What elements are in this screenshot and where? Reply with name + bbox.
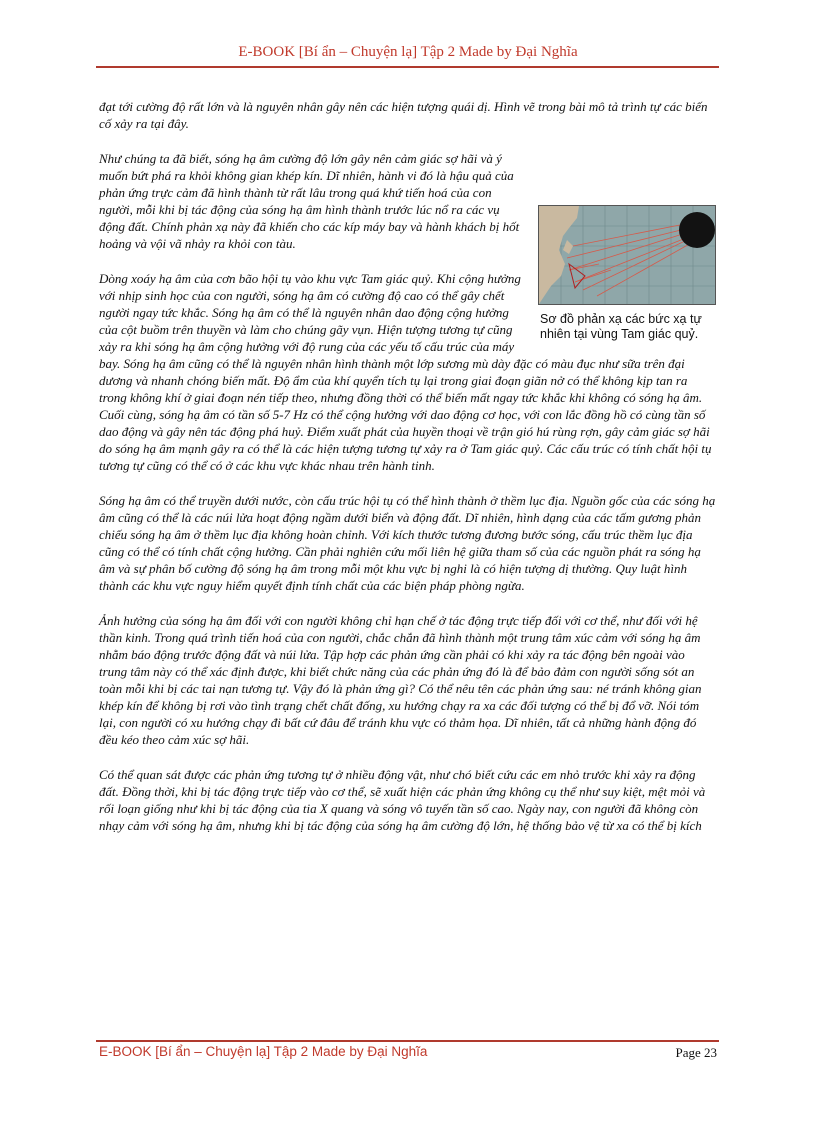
paragraph-6: Có thể quan sát được các phản ứng tương tự ở nhiều động vật, như chó biết cứu các em nhỏ trước khi xảy ra động đất. Đồng thời, khi bị tác động trực tiếp vào cơ thể, sẽ xuất hiện các phản ứng không cụ thể như suy kiệt, mệt mỏi và rối loạn giống như khi bị tác động của tia X quang và sóng vô tuyến tần số cao. Ngày nay, con người đã không còn nhạy cảm với sóng hạ âm, nhưng khi bị tác động của sóng hạ âm cường độ lớn, hệ thống bảo vệ từ xa có thể bị kích xyxy=(99,767,706,833)
figure-caption: Sơ đồ phản xạ các bức xạ tự nhiên tại vùng Tam giác quỷ. xyxy=(540,312,702,341)
paragraph-4: Sóng hạ âm có thể truyền dưới nước, còn cấu trúc hội tụ có thể hình thành ở thềm lục địa. Nguồn gốc của các sóng hạ âm cũng có thể là các núi lửa hoạt động ngầm dưới biển và động đất. Dĩ nhiên, hình dạng của các tấm gương phản chiếu sóng hạ âm ở thềm lục địa không hoàn chỉnh. Với kích thước tương đương bước sóng, cấu trúc thềm lục địa cũng có thể có tính chất cộng hưởng. Cần phải nghiên cứu mối liên hệ giữa tham số của các nguồn phát ra sóng hạ âm và sự phân bố cường độ sóng hạ âm trong mỗi một khu vực bị nghi là có hiện tượng dị thường. Quy luật hình thành các khu vực nguy hiểm quyết định tính chất của các biện pháp phòng ngừa. xyxy=(99,493,716,593)
paragraph-5: Ảnh hưởng của sóng hạ âm đối với con người không chỉ hạn chế ở tác động trực tiếp đối với cơ thể, như đối với hệ thần kinh. Trong quá trình tiến hoá của con người, chắc chắn đã hình thành một trung tâm xúc cảm với sóng hạ âm nhằm báo động trước động đất và núi lửa. Tập hợp các phản ứng cần phải có khi xảy ra tác động bên ngoài vào trung tâm này có thể xác định được, khi biết chức năng của các phản ứng đó là để bảo đảm con người sống sót an toàn mỗi khi bị các tai nạn tương tự. Vậy đó là phản ứng gì? Có thể nêu tên các phản ứng sau: né tránh không gian khép kín để không bị rơi vào tình trạng chết chất đống, xu hướng chạy ra xa các đối tượng có thể bị đổ vỡ. Nói tóm lại, con người có xu hướng chạy đi bất cứ đâu để tránh khu vực có thảm họa. Dĩ nhiên, tất cả những hành động đó đều kéo theo cảm xúc sợ hãi. xyxy=(99,613,702,747)
page-number: Page 23 xyxy=(675,1045,717,1060)
footer-title: E-BOOK [Bí ẩn – Chuyện lạ] Tập 2 Made by Đại Nghĩa xyxy=(99,1044,428,1059)
figure xyxy=(538,205,716,342)
footer-divider xyxy=(96,1040,719,1042)
triangle-reflection-image xyxy=(538,205,716,305)
page-header: E-BOOK [Bí ẩn – Chuyện lạ] Tập 2 Made by Đại Nghĩa xyxy=(238,44,578,60)
paragraph-3: Dòng xoáy hạ âm của cơn bão hội tụ vào khu vực Tam giác quỷ. Khi cộng hưởng với nhịp sinh học của con người, sóng hạ âm có cường độ cao có thể gây chết người ngay tức khắc. Sóng hạ âm có thể là nguyên nhân dao động cộng hưởng của cột buồm trên thuyền và làm cho chúng gãy vụn. Hiện tượng tương tự cũng xảy ra khi sóng hạ âm cộng hưởng với độ rung của các yếu tố cấu trúc của máy bay. Sóng hạ âm cũng có thể là nguyên nhân hình thành một lớp sương mù dày đặc có màu đục như sữa trên đại dương và nhanh chóng biến mất. Độ ẩm của khí quyển tích tụ lại trong giai đoạn giãn nở có thể không kịp tan ra trong không khí ở giai đoạn nén tiếp theo, nhưng đồng thời có thể biến mất ngay tức khắc khi không có sóng hạ âm. Cuối cùng, sóng hạ âm có tần số 5-7 Hz có thể cộng hưởng với dao động cơ học, với con lắc đồng hồ có cùng tần số dao động và gây nên tác động phá huỷ. Điểm xuất phát của huyền thoại về trận gió hú rùng rợn, gây cảm giác sợ hãi do sóng hạ âm mạnh gây ra có thể là các hiện tượng tương tự xảy ra ở Tam giác quỷ. Các cấu trúc có tính chất hội tụ tương tự cũng có thể có ở các khu vực khác nhau trên hành tinh. xyxy=(99,271,712,473)
page-content xyxy=(99,98,716,852)
paragraph-1: đạt tới cường độ rất lớn và là nguyên nhân gây nên các hiện tượng quái dị. Hình vẽ trong bài mô tả trình tự các biến cố xảy ra tại đây. xyxy=(99,99,708,131)
paragraph-2: Như chúng ta đã biết, sóng hạ âm cường độ lớn gây nên cảm giác sợ hãi và ý muốn bứt phá ra khỏi không gian khép kín. Dĩ nhiên, hành vi đó là hậu quả của phản ứng trực cảm đã hình thành từ rất lâu trong quá khứ tiến hoá của con người, mỗi khi bị tác động của sóng hạ âm hình thành trước lúc nổ ra các vụ động đất. Chính phản xạ này đã khiến cho các kíp máy bay và hành khách bị hốt hoảng và vội vã nhảy ra khỏi con tàu. xyxy=(99,151,520,251)
header-divider xyxy=(96,66,719,68)
